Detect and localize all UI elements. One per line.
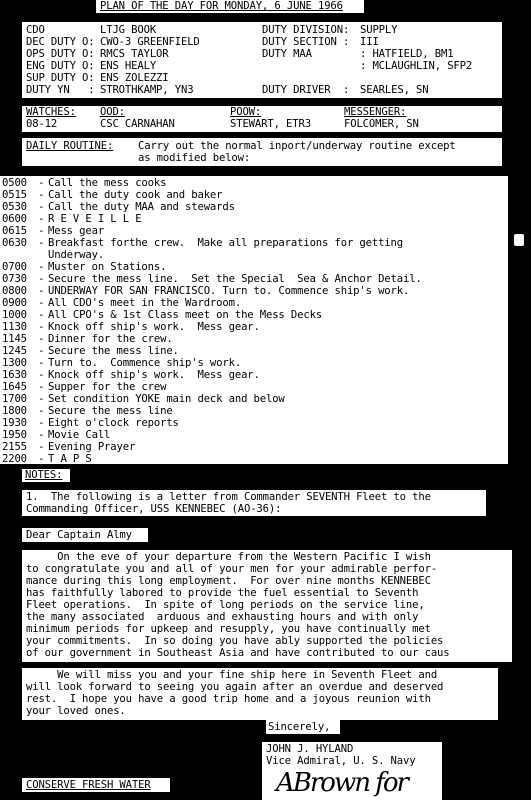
para2-line: We will miss you and your fine ship here in Seventh Fleet and	[26, 669, 438, 681]
watch-time: 08-12	[26, 118, 58, 130]
schedule-time: 0500	[2, 177, 27, 189]
signer-box	[262, 742, 442, 800]
para1-line: your commitments. In so doing you have ably supported the policies	[26, 635, 444, 647]
duty-l2-2: DUTY MAA	[262, 48, 312, 60]
closing-box	[266, 720, 340, 734]
schedule-item: Turn to. Commence ship's work.	[48, 357, 242, 369]
duty-v1-5: STROTHKAMP, YN3	[100, 84, 194, 96]
watches-header: WATCHES:	[26, 106, 76, 118]
schedule-dash: -	[38, 453, 45, 465]
daily-routine-box	[22, 138, 502, 166]
duty-table	[22, 22, 502, 98]
para1-line: Fleet operations. In spite of long periods on the service line,	[26, 599, 425, 611]
duty-l1-0: CDO	[26, 24, 45, 36]
duty-l1-4: SUP DUTY O:	[26, 72, 95, 84]
duty-v2-1: III	[360, 36, 379, 48]
schedule-dash: -	[38, 261, 45, 273]
duty-l1-1: DEC DUTY O:	[26, 36, 95, 48]
watch-section	[22, 106, 502, 132]
schedule-item: T A P S	[48, 453, 92, 465]
schedule-dash: -	[38, 345, 45, 357]
duty-l2-5: DUTY DRIVER :	[262, 84, 350, 96]
schedule-item: Secure the mess line.	[48, 345, 179, 357]
schedule-time: 2200	[2, 453, 27, 465]
watch-ood: CSC CARNAHAN	[100, 118, 175, 130]
notes-label-box	[22, 469, 70, 482]
footer-box	[22, 778, 170, 792]
schedule-item: Knock off ship's work. Mess gear.	[48, 369, 260, 381]
notes-label: NOTES:	[25, 469, 63, 481]
schedule-dash: -	[38, 357, 45, 369]
schedule-item: Knock off ship's work. Mess gear.	[48, 321, 260, 333]
para2-line: will look forward to seeing you again after an overdue and deserved	[26, 681, 444, 693]
note1-line-1: 1. The following is a letter from Commander SEVENTH Fleet to the	[26, 491, 431, 503]
schedule-dash: -	[38, 405, 45, 417]
note1-box	[22, 490, 486, 516]
schedule-item: Evening Prayer	[48, 441, 136, 453]
schedule-box	[0, 176, 508, 464]
salutation: Dear Captain Almy	[26, 529, 132, 541]
title-box	[96, 0, 364, 13]
schedule-time: 1245	[2, 345, 27, 357]
schedule-dash: -	[38, 393, 45, 405]
para1-line: minimum periods for upkeep and resupply, you have continually met	[26, 623, 431, 635]
duty-v2-5: SEARLES, SN	[360, 84, 429, 96]
schedule-time: 1930	[2, 417, 27, 429]
para1-line: of our government in Southeast Asia and have contributed to our caus	[26, 647, 450, 659]
schedule-dash: -	[38, 381, 45, 393]
schedule-dash: -	[38, 177, 45, 189]
schedule-dash: -	[38, 273, 45, 285]
schedule-item: Supper for the crew	[48, 381, 167, 393]
duty-l2-1: DUTY SECTION :	[262, 36, 350, 48]
duty-l1-5: DUTY YN :	[26, 84, 95, 96]
schedule-dash: -	[38, 441, 45, 453]
duty-l2-0: DUTY DIVISION:	[262, 24, 350, 36]
schedule-item: UNDERWAY FOR SAN FRANCISCO. Turn to. Commence ship's work.	[48, 285, 410, 297]
schedule-time: 0615	[2, 225, 27, 237]
duty-v2-2: : HATFIELD, BM1	[360, 48, 454, 60]
schedule-dash: -	[38, 189, 45, 201]
para1-line: has faithfully labored to provide the fuel essential to Seventh	[26, 587, 419, 599]
duty-v1-2: RMCS TAYLOR	[100, 48, 169, 60]
closing: Sincerely,	[268, 721, 331, 733]
duty-v2-3: : MCLAUGHLIN, SFP2	[360, 60, 473, 72]
daily-routine-label: DAILY ROUTINE:	[26, 140, 114, 152]
schedule-item: R E V E I L L E	[48, 213, 142, 225]
schedule-time: 1800	[2, 405, 27, 417]
signer-title: Vice Admiral, U. S. Navy	[266, 755, 416, 767]
schedule-dash: -	[38, 297, 45, 309]
schedule-item: Movie Call	[48, 429, 111, 441]
schedule-item: Call the duty cook and baker	[48, 189, 223, 201]
schedule-time: 1300	[2, 357, 27, 369]
schedule-time: 0800	[2, 285, 27, 297]
note1-line-2: Commanding Officer, USS KENNEBEC (AO-36):	[26, 503, 282, 515]
margin-mark	[514, 234, 524, 246]
duty-v1-1: CWO-3 GREENFIELD	[100, 36, 200, 48]
schedule-dash: -	[38, 225, 45, 237]
schedule-item: Call the duty MAA and stewards	[48, 201, 235, 213]
schedule-time: 1145	[2, 333, 27, 345]
signer-name: JOHN J. HYLAND	[266, 743, 354, 755]
salutation-box	[22, 528, 148, 542]
schedule-item: Muster on Stations.	[48, 261, 167, 273]
schedule-item: Set condition YOKE main deck and below	[48, 393, 285, 405]
schedule-time: 2155	[2, 441, 27, 453]
para1-line: to congratulate you and all of your men for your admirable perfor-	[26, 563, 438, 575]
schedule-dash: -	[38, 285, 45, 297]
schedule-time: 0515	[2, 189, 27, 201]
duty-l1-2: OPS DUTY O:	[26, 48, 95, 60]
schedule-item: All CPO's & 1st Class meet on the Mess Decks	[48, 309, 323, 321]
para1-line: On the eve of your departure from the Western Pacific I wish	[26, 551, 431, 563]
schedule-time: 0730	[2, 273, 27, 285]
schedule-item: Call the mess cooks	[48, 177, 167, 189]
schedule-item: Eight o'clock reports	[48, 417, 179, 429]
schedule-dash: -	[38, 237, 45, 249]
ood-header: OOD:	[100, 106, 125, 118]
duty-v1-4: ENS ZOLEZZI	[100, 72, 169, 84]
watch-poow: STEWART, ETR3	[230, 118, 311, 130]
page-title: PLAN OF THE DAY FOR MONDAY, 6 JUNE 1966	[100, 0, 343, 12]
letter-paragraph-2	[22, 668, 498, 720]
poow-header: POOW:	[230, 106, 262, 118]
daily-routine-text-2: as modified below:	[138, 152, 251, 164]
watch-messenger: FOLCOMER, SN	[344, 118, 419, 130]
duty-l1-3: ENG DUTY O:	[26, 60, 95, 72]
signature: ABrown for	[276, 768, 407, 798]
schedule-item: Secure the mess line. Set the Special Sea & Anchor Detail.	[48, 273, 422, 285]
schedule-time: 1645	[2, 381, 27, 393]
schedule-item: Secure the mess line	[48, 405, 173, 417]
schedule-dash: -	[38, 321, 45, 333]
duty-v1-0: LTJG BOOK	[100, 24, 157, 36]
schedule-time: 0700	[2, 261, 27, 273]
schedule-dash: -	[38, 417, 45, 429]
schedule-time: 1000	[2, 309, 27, 321]
schedule-dash: -	[38, 309, 45, 321]
daily-routine-text: Carry out the normal inport/underway routine except	[138, 140, 456, 152]
para1-line: the many associated arduous and exhausting hours and with only	[26, 611, 419, 623]
schedule-time: 0530	[2, 201, 27, 213]
schedule-item: All CDO's meet in the Wardroom.	[48, 297, 242, 309]
schedule-item: Mess gear	[48, 225, 105, 237]
schedule-time: 0600	[2, 213, 27, 225]
duty-v1-3: ENS HEALY	[100, 60, 157, 72]
letter-paragraph-1	[22, 550, 512, 662]
schedule-time: 1630	[2, 369, 27, 381]
para2-line: rest. I hope you have a good trip home and a joyous reunion with	[26, 693, 431, 705]
schedule-item: Dinner for the crew.	[48, 333, 173, 345]
schedule-item: Underway.	[48, 249, 105, 261]
schedule-dash: -	[38, 213, 45, 225]
schedule-dash: -	[38, 201, 45, 213]
schedule-time: 1950	[2, 429, 27, 441]
schedule-time: 0900	[2, 297, 27, 309]
para1-line: mance during this long employment. For over nine months KENNEBEC	[26, 575, 431, 587]
schedule-dash: -	[38, 429, 45, 441]
footer-conserve: CONSERVE FRESH WATER	[26, 779, 151, 791]
para2-line: your loved ones.	[26, 705, 126, 717]
duty-v2-0: SUPPLY	[360, 24, 398, 36]
schedule-time: 1700	[2, 393, 27, 405]
schedule-dash: -	[38, 369, 45, 381]
schedule-item: Breakfast forthe crew. Make all preparations for getting	[48, 237, 403, 249]
schedule-dash: -	[38, 333, 45, 345]
messenger-header: MESSENGER:	[344, 106, 407, 118]
schedule-time: 1130	[2, 321, 27, 333]
schedule-time: 0630	[2, 237, 27, 249]
